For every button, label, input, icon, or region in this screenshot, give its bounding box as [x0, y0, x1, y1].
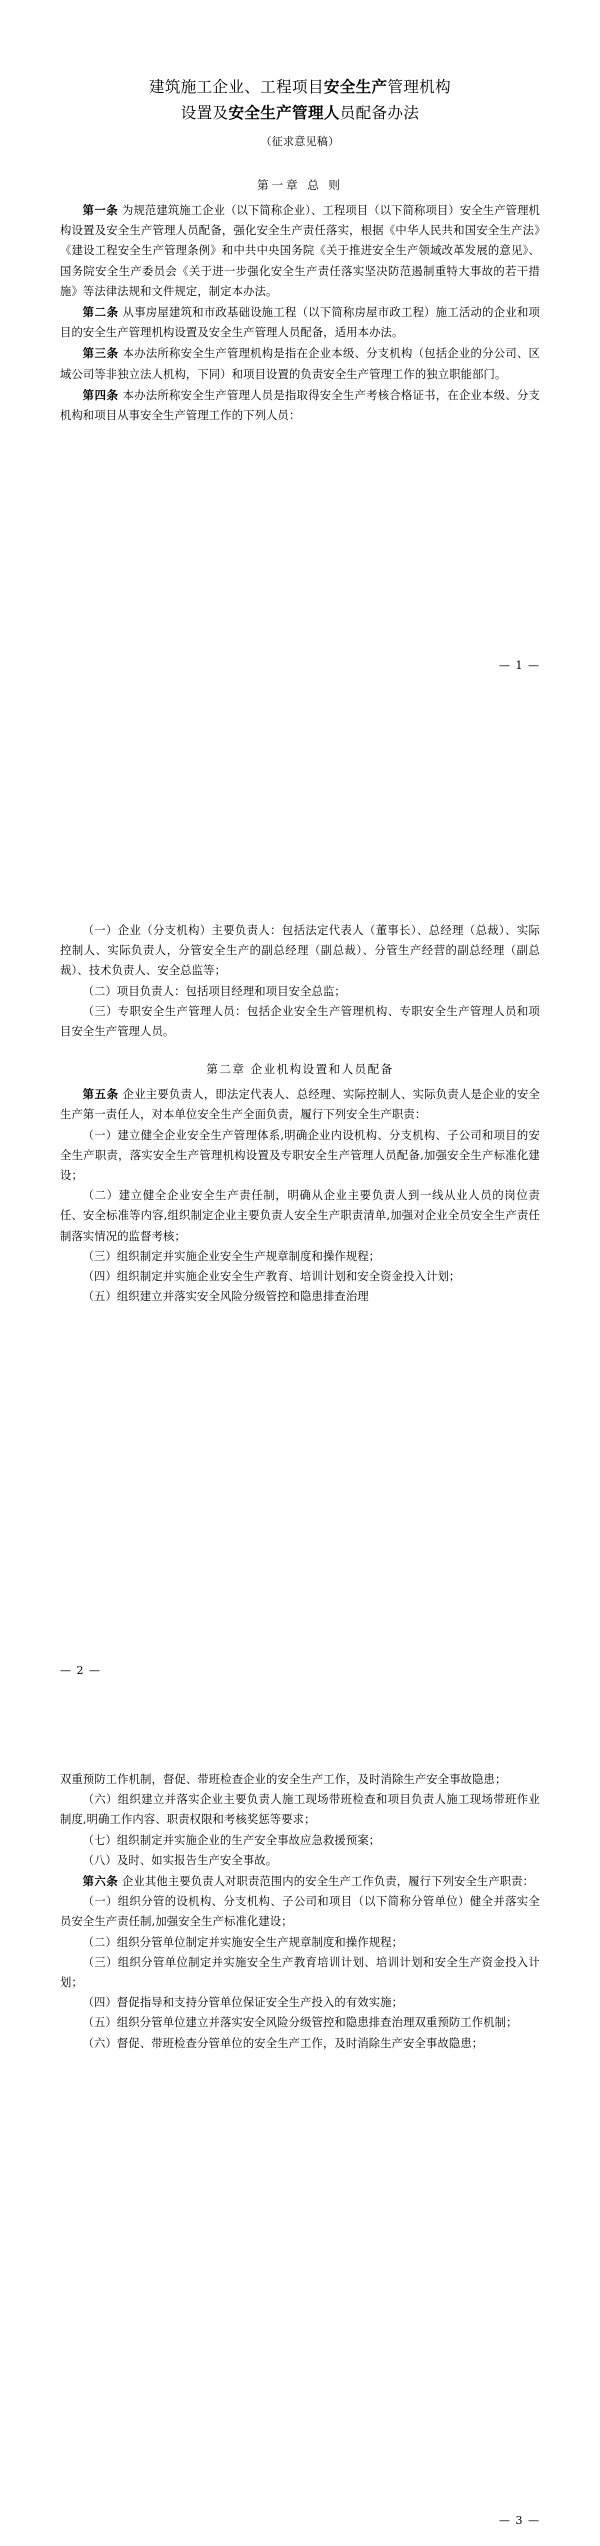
title-text: 建筑施工企业、工程项目 — [148, 78, 324, 96]
title-text-bold: 安全生产 — [323, 77, 388, 96]
article-2-text: 从事房屋建筑和市政基础设施工程（以下简称房屋市政工程）施工活动的企业和项目的安全生产管理机构设置及安全生产管理人员配备，适用本办法。 — [60, 306, 540, 340]
article-3 — [60, 343, 540, 384]
list-item: （八）及时、如实报告生产安全事故。 — [82, 1853, 278, 1867]
list-item: （二）项目负责人：包括项目经理和项目安全总监； — [82, 984, 346, 998]
list-item: （六）组织建立并落实企业主要负责人施工现场带班检查和项目负责人施工现场带班作业制度,明确工作内容、职责权限和考核奖惩等要求； — [60, 1793, 540, 1827]
list-item: （一）企业（分支机构）主要负责人：包括法定代表人（董事长）、总经理（总裁）、实际控制人、实际负责人，分管安全生产的副总经理（副总裁）、分管生产经营的副总经理（副总裁）、技术负责人、安全总监等； — [60, 924, 540, 978]
title-text-bold: 安全生产管理人 — [228, 103, 340, 122]
page-number-3: — 3 — — [499, 2514, 540, 2527]
list-item: （三）组织分管单位制定并实施安全生产教育培训计划、培训计划和安全生产资金投入计划； — [60, 1955, 540, 1990]
article-6 — [60, 1871, 540, 1892]
title-text: 管理机构 — [387, 78, 452, 96]
list-item: （一）建立健全企业安全生产管理体系,明确企业内设机构、分支机构、子公司和项目的安全生产职责，落实安全生产管理机构设置及专职安全生产管理人员配备,加强安全生产标准化建设； — [60, 1128, 540, 1183]
continued-paragraph: 双重预防工作机制，督促、带班检查企业的安全生产工作，及时消除生产安全事故隐患； — [60, 1773, 507, 1786]
article-4-text: 本办法所称安全生产管理人员是指取得安全生产考核合格证书，在企业本级、分支机构和项目从事安全生产管理工作的下列人员： — [60, 388, 540, 423]
article-4-label: 第四条 — [82, 387, 119, 402]
list-item: （二）组织分管单位制定并实施安全生产规章制度和操作规程； — [82, 1935, 404, 1949]
article-2 — [60, 302, 540, 343]
title-text: 员配备办法 — [339, 104, 420, 122]
document-subtitle: （征求意见稿） — [260, 135, 340, 148]
document-page-2 — [0, 849, 600, 1698]
article-1-label: 第一条 — [82, 203, 119, 217]
list-item: （一）组织分管的设机构、分支机构、子公司和项目（以下简称分管单位）健全并落实全员安全生产责任制,加强安全生产标准化建设； — [60, 1895, 540, 1929]
list-item: （四）组织制定并实施企业安全生产教育、培训计划和安全资金投入计划； — [82, 1270, 461, 1284]
list-item: （四）督促指导和支持分管单位保证安全生产投入的有效实施； — [82, 1996, 404, 2010]
article-4 — [60, 385, 540, 426]
article-5 — [60, 1084, 540, 1125]
chapter-heading-1: 第一章 总 则 — [257, 178, 343, 192]
article-6-text: 企业其他主要负责人对职责范围内的安全生产工作负责，履行下列安全生产职责： — [118, 1875, 535, 1889]
article-1 — [60, 200, 540, 302]
page-number-1: — 1 — — [499, 659, 540, 672]
title-line-2 — [181, 104, 420, 122]
document-page-1 — [0, 0, 600, 849]
article-3-label: 第三条 — [82, 346, 119, 361]
list-item: （七）组织制定并实施企业的生产安全事故应急救援预案； — [82, 1833, 381, 1847]
article-5-text: 企业主要负责人，即法定代表人、总经理、实际控制人、实际负责人是企业的安全生产第一责任人，对本单位安全生产全面负责，履行下列安全生产职责： — [60, 1088, 540, 1122]
document-page-3 — [0, 1698, 600, 2546]
page-number-2: — 2 — — [60, 1664, 101, 1677]
list-item: （三）组织制定并实施企业安全生产规章制度和操作规程； — [82, 1249, 381, 1263]
article-1-text: 为规范建筑施工企业（以下简称企业）、工程项目（以下简称项目）安全生产管理机构设置及安全生产管理人员配备，强化安全生产责任落实，根据《中华人民共和国安全生产法》《建设工程安全生产管理条例》和中共中央国务院《关于推进安全生产领域改革发展的意见》、国务院安全生产委员会《关于进一步强化安全生产责任落实坚决防范遏制重特大事故的若干措施》等法律法规和文件规定，制定本办法。 — [60, 204, 540, 298]
article-2-label: 第二条 — [82, 305, 119, 320]
title-text: 设置及 — [180, 104, 229, 122]
title-line-1 — [149, 78, 451, 96]
list-item: （五）组织分管单位建立并落实安全风险分级管控和隐患排查治理双重预防工作机制； — [82, 2016, 518, 2030]
chapter-heading-2: 第二章 企业机构设置和人员配备 — [206, 1062, 394, 1077]
article-5-label: 第五条 — [82, 1087, 119, 1102]
page-title — [60, 74, 540, 126]
list-item: （五）组织建立并落实安全风险分级管控和隐患排查治理 — [82, 1290, 369, 1304]
list-item: （三）专职安全生产管理人员：包括企业安全生产管理机构、专职安全生产管理人员和项目安全生产管理人员。 — [60, 1004, 540, 1039]
list-item: （二）建立健全企业安全生产责任制，明确从企业主要负责人到一线从业人员的岗位责任、安全标准等内容,组织制定企业主要负责人安全生产职责清单,加强对企业全员安全生产责任制落实情况的监督考核； — [60, 1189, 540, 1243]
article-3-text: 本办法所称安全生产管理机构是指在企业本级、分支机构（包括企业的分公司、区域公司等非独立法人机构，下同）和项目设置的负责安全生产管理工作的独立职能部门。 — [60, 347, 540, 381]
list-item: （六）督促、带班检查分管单位的安全生产工作，及时消除生产安全事故隐患； — [82, 2036, 484, 2050]
article-6-label: 第六条 — [82, 1874, 119, 1889]
